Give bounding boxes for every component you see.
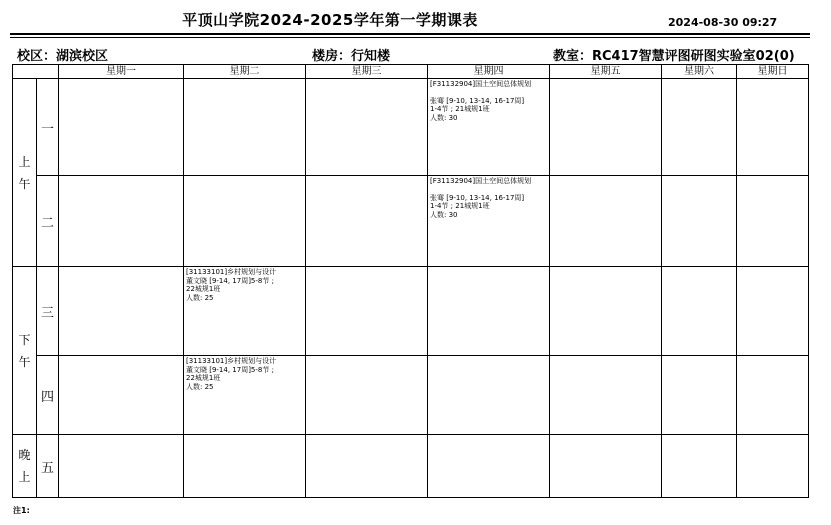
cell-mon-p2 [59,176,184,267]
course-count: 人数: 25 [186,382,214,391]
course-count: 人数: 30 [430,210,458,219]
cell-sun-p2 [737,176,809,267]
table-row [13,435,809,498]
cell-mon-p3 [59,267,184,356]
day-header-row [13,65,809,79]
course-count: 人数: 25 [186,293,214,302]
group-afternoon-char-2: 午 [18,354,31,369]
course-entry [428,176,549,220]
period-2: 二 [37,176,59,267]
cell-sat-p5 [662,435,737,498]
course-teacher: 张骞 [9-10, 13-14, 16-17周] [430,193,525,202]
day-header-fri: 星期五 [550,65,662,79]
campus-label: 校区：湖滨校区 [17,49,109,64]
group-morning-char-2: 午 [18,176,31,191]
course-sessions: 1-4节 ; 21城规1班 [430,105,490,113]
group-morning-char-1: 上 [18,154,31,169]
period-3: 三 [37,267,59,356]
header-rule-thick [10,33,810,35]
group-evening [13,435,37,498]
cell-sat-p1 [662,79,737,176]
footnote: 注1: [13,506,30,515]
group-afternoon [13,267,37,435]
cell-mon-p5 [59,435,184,498]
day-header-thu: 星期四 [428,65,550,79]
cell-tue-p2 [184,176,306,267]
table-row [13,267,809,356]
cell-sun-p3 [737,267,809,356]
cell-mon-p4 [59,356,184,435]
course-teacher: 张骞 [9-10, 13-14, 16-17周] [430,96,525,105]
cell-thu-p5 [428,435,550,498]
cell-tue-p5 [184,435,306,498]
period-4: 四 [37,356,59,435]
course-teacher: 董文晓 [9-14, 17周]5-8节 ; [186,365,274,374]
course-title: [F31132904]国土空间总体规划 [430,177,532,185]
course-count: 人数: 30 [430,113,458,122]
cell-sat-p3 [662,267,737,356]
course-title: [F31132904]国土空间总体规划 [430,80,532,88]
day-header-wed: 星期三 [306,65,428,79]
course-entry [184,267,305,303]
course-sessions: 22城规1班 [186,374,221,382]
cell-tue-p4 [184,356,306,435]
table-row [13,176,809,267]
course-title: [31133101]乡村规划与设计 [186,268,277,276]
cell-wed-p5 [306,435,428,498]
cell-wed-p1 [306,79,428,176]
classroom-label: 教室：RC417智慧评图研图实验室02(0) [553,49,795,64]
cell-thu-p1 [428,79,550,176]
cell-tue-p1 [184,79,306,176]
group-afternoon-char-1: 下 [18,332,31,347]
day-header-sun: 星期日 [737,65,809,79]
cell-wed-p4 [306,356,428,435]
day-header-mon: 星期一 [59,65,184,79]
cell-sun-p1 [737,79,809,176]
group-evening-char-1: 晚 [18,448,31,462]
page-title: 平顶山学院2024-2025学年第一学期课表 [182,11,478,29]
corner-cell [13,65,59,79]
course-teacher: 董文晓 [9-14, 17周]5-8节 ; [186,276,274,285]
period-5: 五 [37,435,59,498]
day-header-sat: 星期六 [662,65,737,79]
course-entry [184,356,305,392]
cell-wed-p2 [306,176,428,267]
cell-sun-p5 [737,435,809,498]
group-morning [13,79,37,267]
cell-thu-p4 [428,356,550,435]
table-row [13,79,809,176]
group-evening-char-2: 上 [18,470,31,484]
cell-sat-p4 [662,356,737,435]
period-1: 一 [37,79,59,176]
building-label: 楼房：行知楼 [312,49,391,64]
cell-fri-p5 [550,435,662,498]
day-header-tue: 星期二 [184,65,306,79]
timetable [12,64,809,498]
cell-mon-p1 [59,79,184,176]
cell-fri-p1 [550,79,662,176]
course-title: [31133101]乡村规划与设计 [186,357,277,365]
cell-thu-p3 [428,267,550,356]
cell-tue-p3 [184,267,306,356]
cell-fri-p2 [550,176,662,267]
course-sessions: 22城规1班 [186,285,221,293]
table-row [13,356,809,435]
print-timestamp: 2024-08-30 09:27 [668,16,778,29]
cell-wed-p3 [306,267,428,356]
cell-thu-p2 [428,176,550,267]
course-sessions: 1-4节 ; 21城规1班 [430,202,490,210]
cell-sat-p2 [662,176,737,267]
cell-sun-p4 [737,356,809,435]
cell-fri-p3 [550,267,662,356]
course-entry [428,79,549,123]
header-rule-thin [10,37,810,38]
cell-fri-p4 [550,356,662,435]
